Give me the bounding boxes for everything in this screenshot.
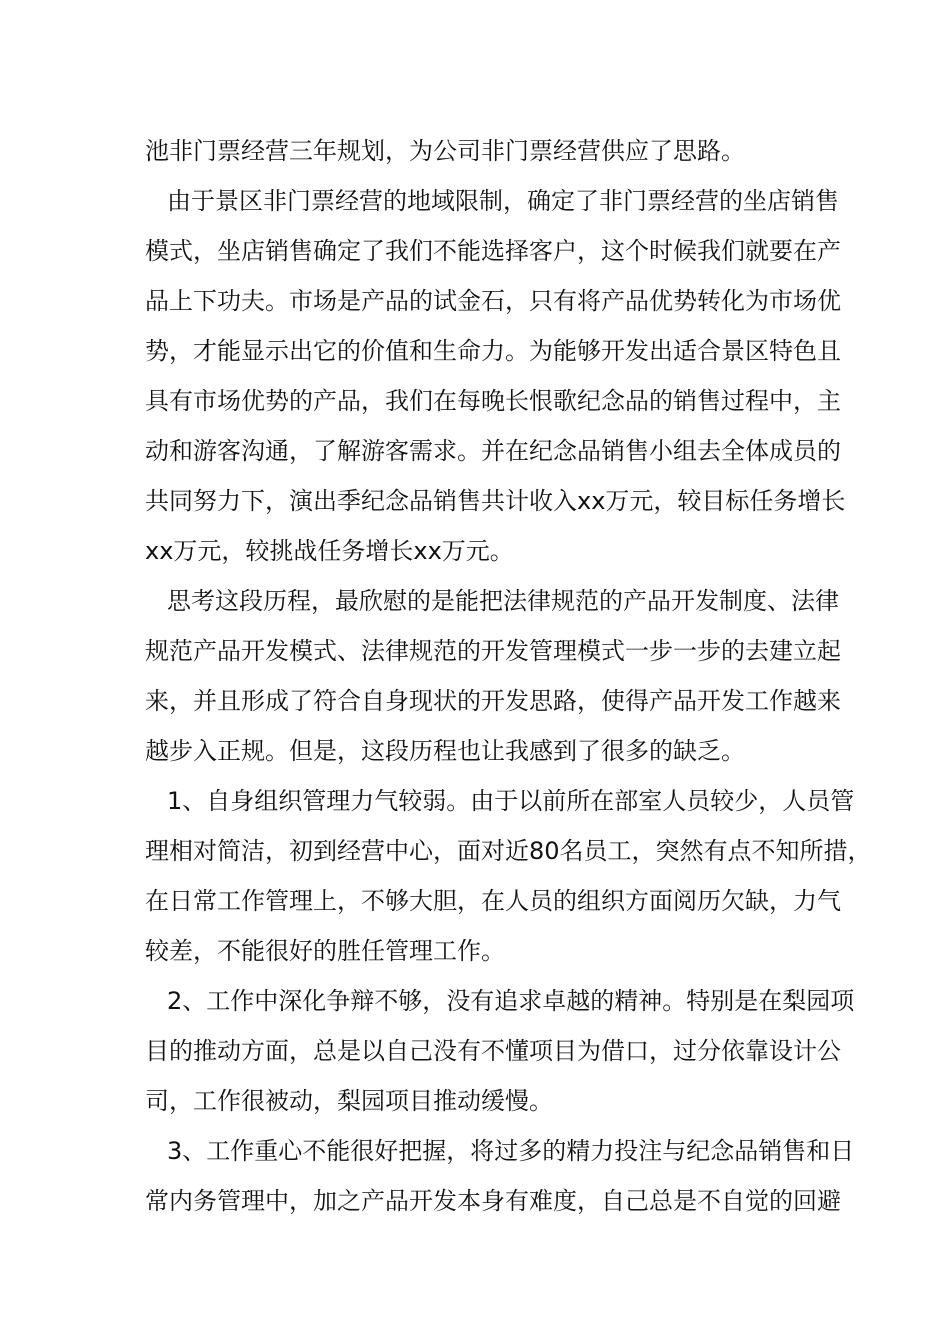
list-item-line: 较差，不能很好的胜任管理工作。 — [145, 937, 505, 965]
paragraph-line: 共同努力下，演出季纪念品销售共计收入xx万元，较目标任务增长 — [145, 487, 846, 515]
paragraph-line: 势，才能显示出它的价值和生命力。为能够开发出适合景区特色且 — [145, 337, 841, 365]
paragraph-line: 规范产品开发模式、法律规范的开发管理模式一步一步的去建立起 — [145, 637, 841, 665]
list-item-line: 目的推动方面，总是以自己没有不懂项目为借口，过分依靠设计公 — [145, 1037, 841, 1065]
paragraph-line: 越步入正规。但是，这段历程也让我感到了很多的缺乏。 — [145, 737, 745, 765]
list-item-line: 1、自身组织管理力气较弱。由于以前所在部室人员较少，人员管 — [167, 787, 855, 815]
list-item-line: 2、工作中深化争辩不够，没有追求卓越的精神。特别是在梨园项 — [167, 987, 855, 1015]
list-item-line: 理相对简洁，初到经营中心，面对近80名员工，突然有点不知所措， — [145, 837, 872, 865]
paragraph-line: 池非门票经营三年规划，为公司非门票经营供应了思路。 — [145, 137, 745, 165]
paragraph-line: 具有市场优势的产品，我们在每晚长恨歌纪念品的销售过程中，主 — [145, 387, 841, 415]
paragraph-line: 模式，坐店销售确定了我们不能选择客户，这个时候我们就要在产 — [145, 237, 841, 265]
list-item-line: 常内务管理中，加之产品开发本身有难度，自己总是不自觉的回避 — [145, 1187, 841, 1215]
paragraph-line: 来，并且形成了符合自身现状的开发思路，使得产品开发工作越来 — [145, 687, 841, 715]
paragraph-line: 品上下功夫。市场是产品的试金石，只有将产品优势转化为市场优 — [145, 287, 841, 315]
paragraph-line: 由于景区非门票经营的地域限制，确定了非门票经营的坐店销售 — [167, 187, 839, 215]
list-item-line: 3、工作重心不能很好把握，将过多的精力投注与纪念品销售和日 — [167, 1137, 855, 1165]
list-item-line: 在日常工作管理上，不够大胆，在人员的组织方面阅历欠缺，力气 — [145, 887, 841, 915]
list-item-line: 司，工作很被动，梨园项目推动缓慢。 — [145, 1087, 553, 1115]
paragraph-line: 思考这段历程，最欣慰的是能把法律规范的产品开发制度、法律 — [167, 587, 839, 615]
paragraph-line: 动和游客沟通，了解游客需求。并在纪念品销售小组去全体成员的 — [145, 437, 841, 465]
paragraph-line: xx万元，较挑战任务增长xx万元。 — [145, 537, 514, 565]
